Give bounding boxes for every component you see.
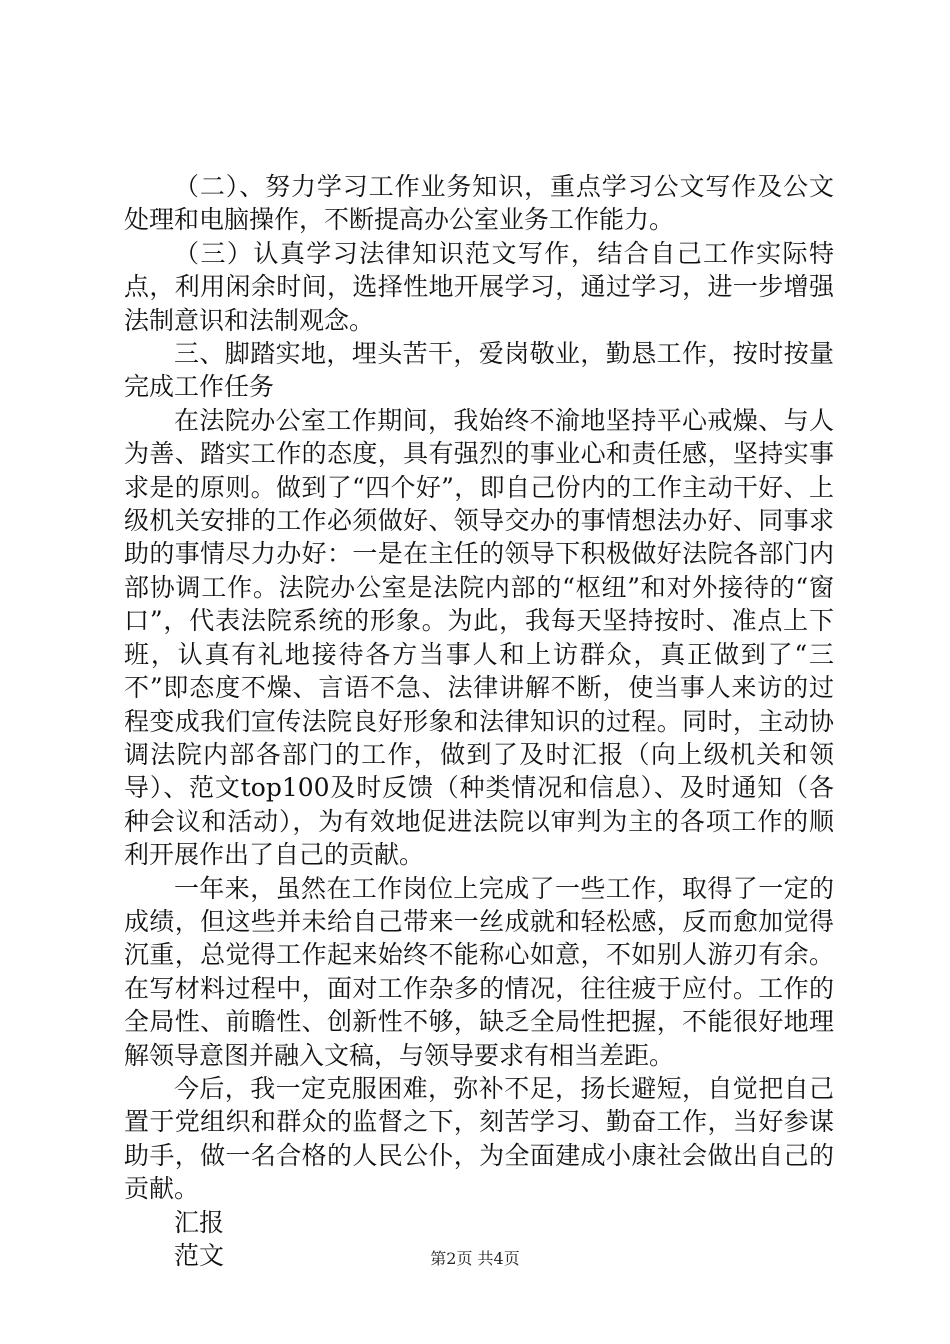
document-body	[124, 170, 834, 1272]
paragraph-office-work: 在法院办公室工作期间，我始终不渝地坚持平心戒燥、与人为善、踏实工作的态度，具有强烈的事业心和责任感，坚持实事求是的原则。做到了“四个好”，即自己份内的工作主动干好、上级机关安排的工作必须做好、领导交办的事情想法办好、同事求助的事情尽力办好：一是在主任的领导下积极做好法院各部门内部协调工作。法院办公室是法院内部的“枢纽”和对外接待的“窗口”，代表法院系统的形象。为此，我每天坚持按时、准点上下班，认真有礼地接待各方当事人和上访群众，真正做到了“三不”即态度不燥、言语不急、法律讲解不断，使当事人来访的过程变成我们宣传法院良好形象和法律知识的过程。同时，主动协调法院内部各部门的工作，做到了及时汇报（向上级机关和领导）、范文top100及时反馈（种类情况和信息）、及时通知（各种会议和活动），为有效地促进法院以审判为主的各项工作的顺利开展作出了自己的贡献。	[124, 405, 834, 870]
trailing-word-report: 汇报	[174, 1207, 225, 1237]
paragraph-future-plan: 今后，我一定克服困难，弥补不足，扬长避短，自觉把自己置于党组织和群众的监督之下，刻苦学习、勤奋工作，当好参谋助手，做一名合格的人民公仆，为全面建成小康社会做出自己的贡献。	[124, 1073, 834, 1204]
paragraph-reflection: 一年来，虽然在工作岗位上完成了一些工作，取得了一定的成绩，但这些并未给自己带来一丝成就和轻松感，反而愈加觉得沉重，总觉得工作起来始终不能称心如意，不如别人游刃有余。在写材料过程中，面对工作杂多的情况，往往疲于应付。工作的全局性、前瞻性、创新性不够，缺乏全局性把握，不能很好地理解领导意图并融入文稿，与领导要求有相当差距。	[124, 873, 834, 1070]
section-heading-three: 三、脚踏实地，埋头苦干，爱岗敬业，勤恳工作，按时按量完成工作任务	[124, 339, 834, 402]
paragraph-study-law: （三）认真学习法律知识范文写作，结合自己工作实际特点，利用闲余时间，选择性地开展学习，通过学习，进一步增强法制意识和法制观念。	[124, 238, 834, 335]
paragraph-study-business: （二）、努力学习工作业务知识，重点学习公文写作及公文处理和电脑操作，不断提高办公室业务工作能力。	[124, 172, 834, 235]
page-number-footer: 第2页 共4页	[430, 1249, 520, 1268]
trailing-word-sample: 范文	[174, 1241, 225, 1270]
